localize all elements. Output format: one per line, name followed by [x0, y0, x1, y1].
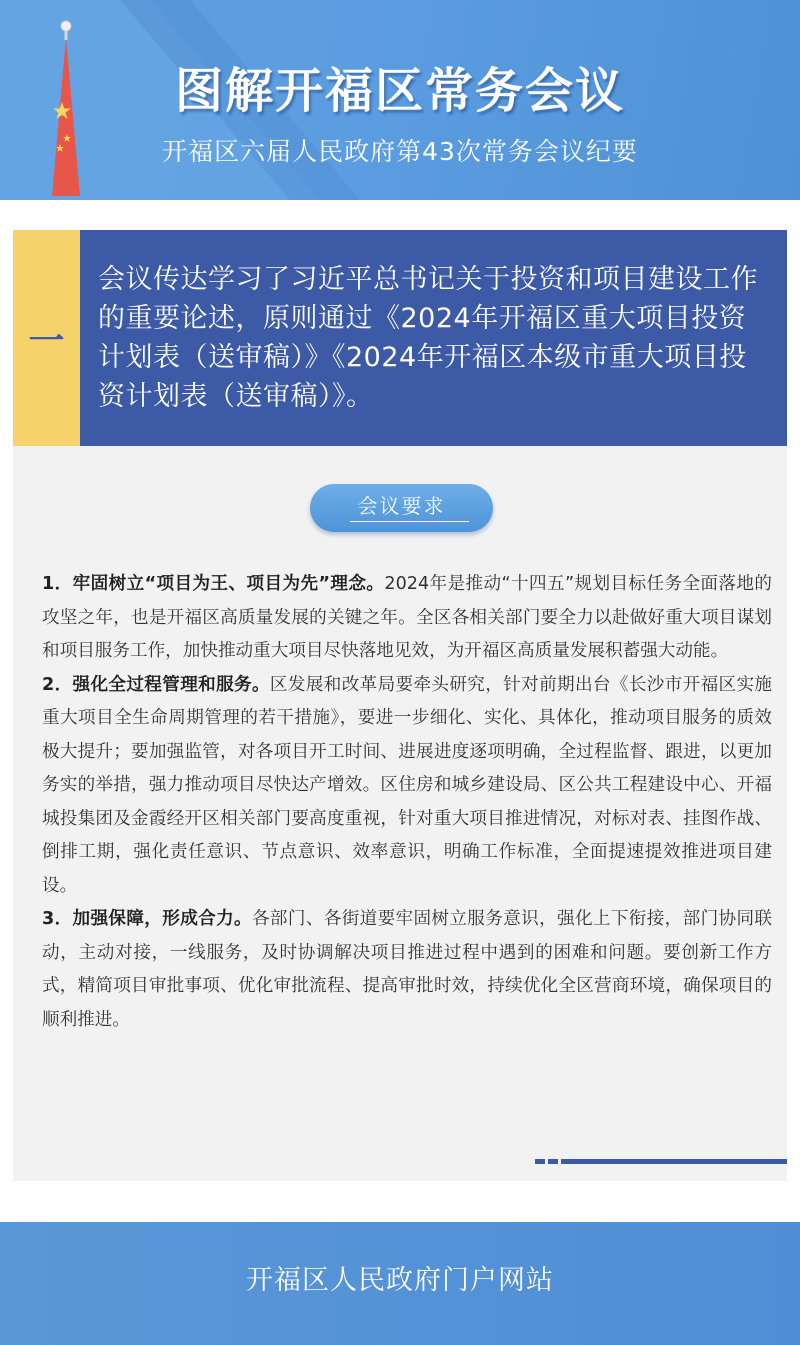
requirement-item-2	[42, 669, 772, 904]
heading-underline	[350, 521, 469, 522]
requirement-item-1-body: 2024年是推动“十四五”规划目标任务全面落地的攻坚之年，也是开福区高质量发展的关键之年。全区各相关部门要全力以赴做好重大项目谋划和项目服务工作，加快推动重大项目尽快落地见效，为开福区高质量发展积蓄强大动能。	[42, 574, 772, 661]
requirements-panel	[13, 446, 787, 1181]
requirements-list	[42, 568, 772, 1037]
corner-bar	[561, 1159, 787, 1164]
requirement-item-3-lead: 3．加强保障，形成合力。	[42, 909, 252, 929]
corner-dash-1	[535, 1159, 545, 1164]
requirements-heading-badge	[310, 484, 493, 532]
requirement-item-2-lead: 2．强化全过程管理和服务。	[42, 674, 270, 695]
section-one-box	[13, 230, 787, 446]
requirement-item-2-body: 区发展和改革局要牵头研究，针对前期出台《长沙市开福区实施重大项目全生命周期管理的若干措施》，要进一步细化、实化、具体化，推动项目服务的质效极大提升；要加强监管，对各项目开工时间、进展进度逐项明确，全过程监督、跟进，以更加务实的举措，强力推动项目尽快达产增效。区住房和城乡建设局、区公共工程建设中心、开福城投集团及金霞经开区相关部门要高度重视，针对重大项目推进情况，对标对表、挂图作战、倒排工期，强化责任意识、节点意识、效率意识，明确工作标准，全面提速提效推进项目建设。	[42, 674, 772, 896]
requirements-heading: 会议要求	[357, 494, 446, 518]
page-title: 图解开福区常务会议	[174, 63, 625, 119]
page-subtitle: 开福区六届人民政府第43次常务会议纪要	[162, 137, 638, 166]
requirement-item-1	[42, 568, 772, 669]
footer-site-name: 开福区人民政府门户网站	[246, 1265, 554, 1296]
corner-dash-2	[548, 1159, 558, 1164]
requirement-item-3	[42, 903, 772, 1037]
requirement-item-3-body: 各部门、各街道要牢固树立服务意识，强化上下衔接，部门协同联动，主动对接，一线服务，及时协调解决项目推进过程中遇到的困难和问题。要创新工作方式，精简项目审批事项、优化审批流程、提高审批时效，持续优化全区营商环境，确保项目的顺利推进。	[42, 909, 772, 1030]
footer-banner	[0, 1222, 800, 1345]
section-summary-text: 会议传达学习了习近平总书记关于投资和项目建设工作的重要论述，原则通过《2024年开福区重大项目投资计划表（送审稿）》《2024年开福区本级市重大项目投资计划表（送审稿）》。	[80, 230, 787, 446]
requirement-item-1-lead: 1．牢固树立“项目为王、项目为先”理念。	[42, 574, 385, 594]
section-number: 一	[13, 230, 80, 446]
corner-decoration	[532, 1159, 787, 1178]
header-banner	[0, 0, 800, 200]
